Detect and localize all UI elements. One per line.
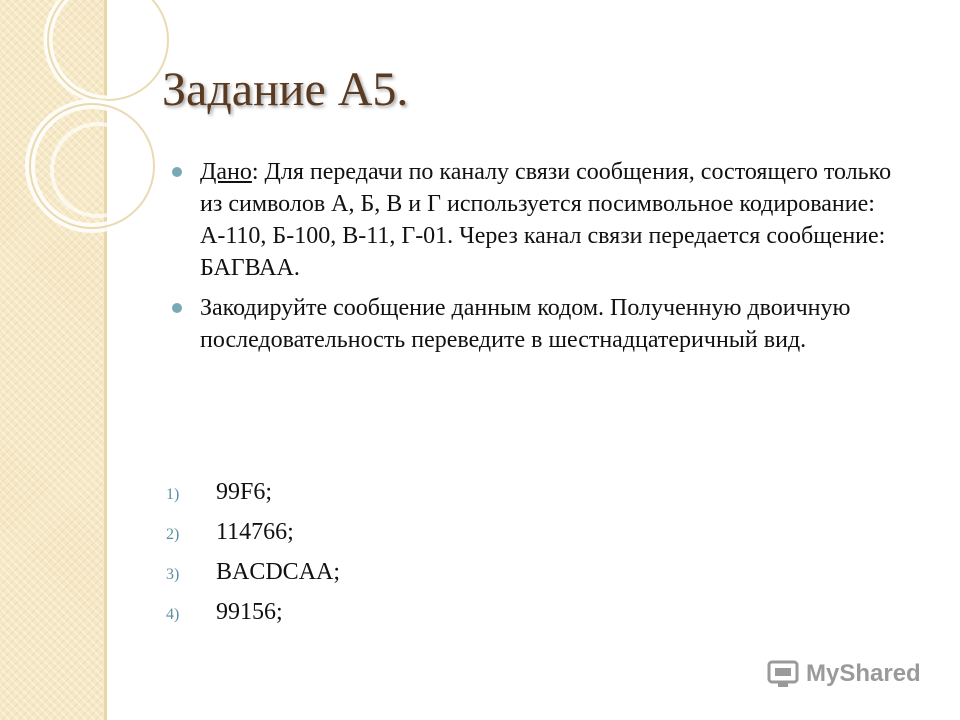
bullet-item-task	[172, 292, 892, 356]
answer-option-3	[166, 556, 340, 596]
answer-option-4	[166, 596, 340, 636]
answer-option-2	[166, 516, 340, 556]
answer-text: 114766;	[216, 519, 294, 545]
answer-option-1	[166, 476, 340, 516]
bullet-list	[172, 156, 892, 364]
answer-text: 99156;	[216, 599, 283, 625]
answer-list	[166, 476, 340, 636]
answer-number: 1)	[166, 486, 180, 503]
watermark-text: MyShared	[806, 660, 921, 687]
bullet-dot-icon	[172, 167, 182, 177]
answer-number: 3)	[166, 566, 180, 583]
answer-number: 4)	[166, 606, 180, 623]
answer-number: 2)	[166, 526, 180, 543]
answer-text: BACDCAA;	[216, 559, 341, 585]
watermark	[766, 656, 921, 692]
mylogo-icon	[766, 659, 800, 689]
bullet-lead: Дано	[200, 159, 252, 185]
bullet-text: Закодируйте сообщение данным кодом. Полученную двоичную последовательность переведите в шестнадцатеричный вид.	[200, 295, 851, 353]
bullet-item-given	[172, 156, 892, 284]
answer-text: 99F6;	[216, 479, 273, 505]
bullet-text: : Для передачи по каналу связи сообщения, состоящего только из символов А, Б, В и Г используется посимвольное кодирование: А-110, Б-100, В-11, Г-01. Через канал связи передается сообщение: БАГВАА.	[200, 159, 892, 281]
bullet-dot-icon	[172, 303, 182, 313]
slide-title: Задание А5.	[162, 63, 409, 116]
